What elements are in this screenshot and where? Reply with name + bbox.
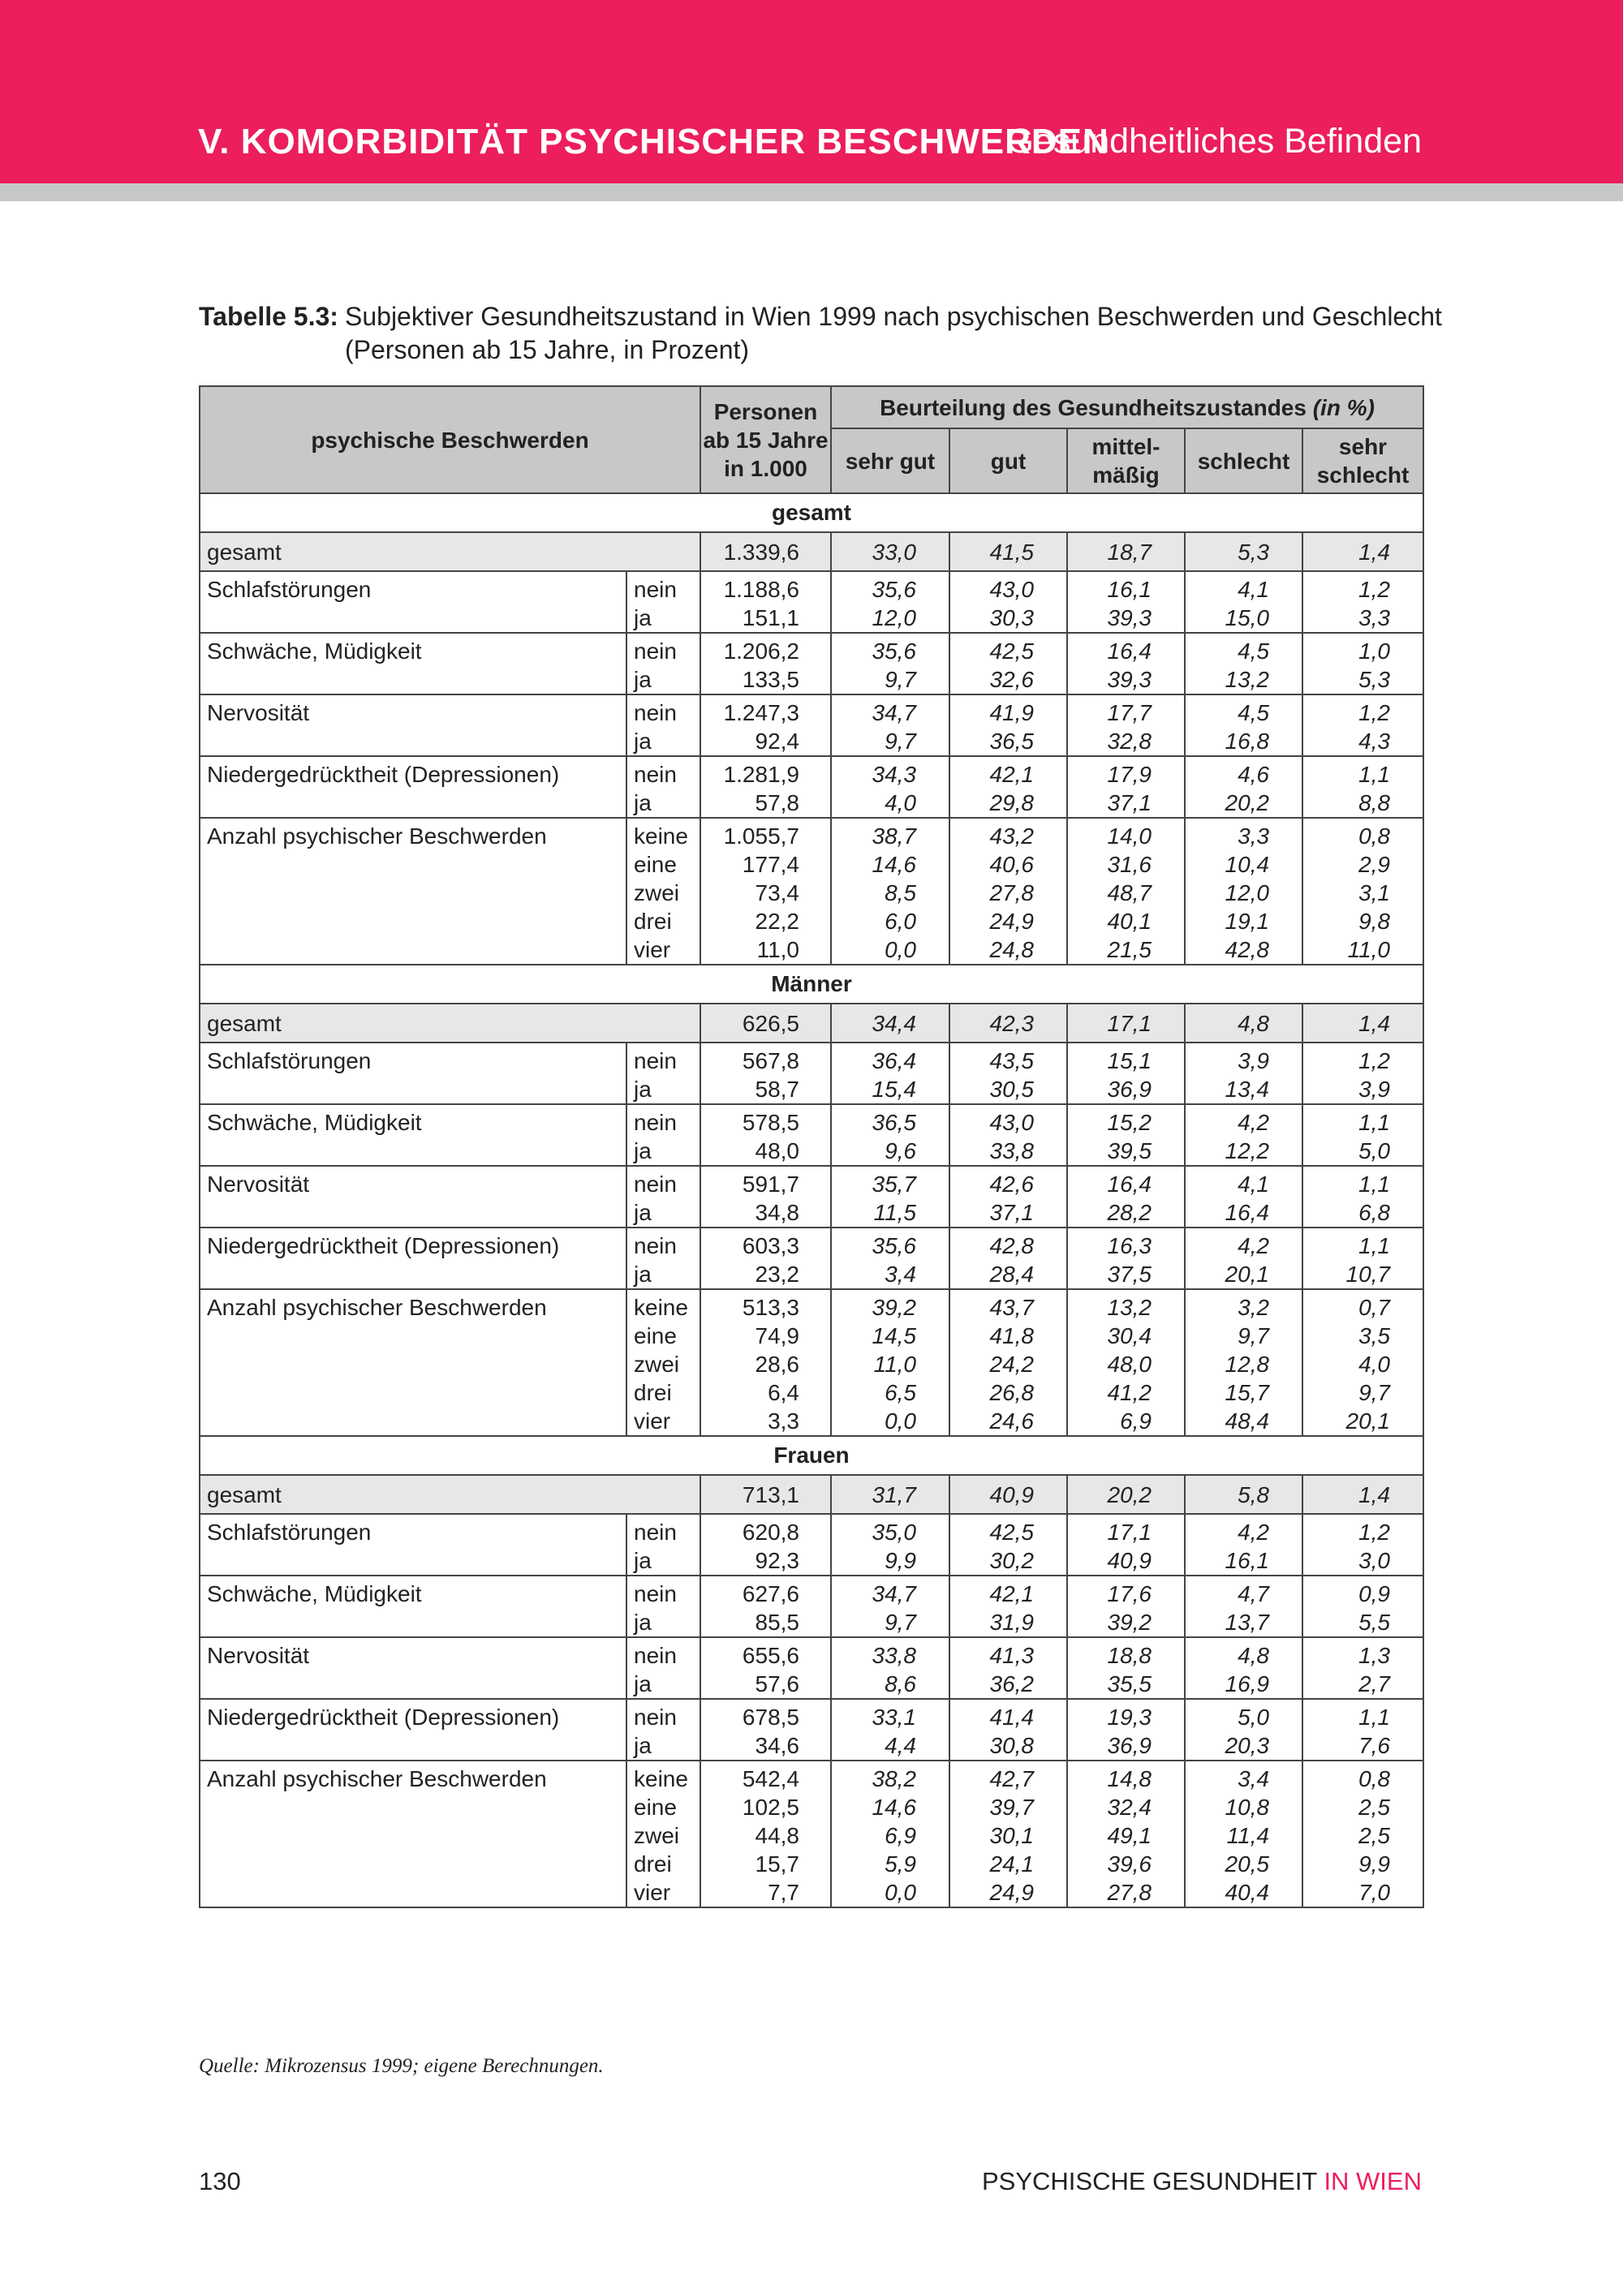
category-cell: nein ja [626,571,700,633]
percent-cell: 4,1 15,0 [1185,571,1302,633]
percent-cell: 35,0 9,9 [831,1514,949,1576]
percent-cell: 3,9 13,4 [1185,1043,1302,1104]
percent-cell: 1,4 [1302,1004,1423,1043]
percent-cell: 4,2 16,1 [1185,1514,1302,1576]
percent-cell: 1,2 3,3 [1302,571,1423,633]
count-cell: 1.339,6 [700,532,831,571]
percent-cell: 42,8 28,4 [949,1228,1067,1289]
table-row [200,1166,1423,1228]
source-note: Quelle: Mikrozensus 1999; eigene Berechnungen. [199,2055,604,2077]
percent-cell: 5,0 20,3 [1185,1699,1302,1761]
caption-line-1: Subjektiver Gesundheitszustand in Wien 1999 nach psychischen Beschwerden und Geschlecht [345,302,1442,331]
percent-cell: 42,1 29,8 [949,756,1067,818]
row-label: Schlafstörungen [200,1043,626,1104]
total-row [200,532,1423,571]
row-label: Schwäche, Müdigkeit [200,1576,626,1637]
chapter-title: V. KOMORBIDITÄT PSYCHISCHER BESCHWERDEN [198,122,1109,161]
percent-cell: 43,5 30,5 [949,1043,1067,1104]
percent-cell: 16,3 37,5 [1067,1228,1185,1289]
percent-cell: 42,6 37,1 [949,1166,1067,1228]
caption-line-2: (Personen ab 15 Jahre, in Prozent) [345,335,750,364]
percent-cell: 4,5 16,8 [1185,694,1302,756]
percent-cell: 18,7 [1067,532,1185,571]
category-cell: keine eine zwei drei vier [626,1289,700,1436]
percent-cell: 43,2 40,6 27,8 24,9 24,8 [949,818,1067,965]
category-cell: nein ja [626,1166,700,1228]
percent-cell: 35,6 12,0 [831,571,949,633]
table-row [200,1514,1423,1576]
percent-cell: 17,9 37,1 [1067,756,1185,818]
count-cell: 1.206,2 133,5 [700,633,831,694]
percent-cell: 42,7 39,7 30,1 24,1 24,9 [949,1761,1067,1907]
section-title: Frauen [200,1436,1423,1475]
percent-cell: 20,2 [1067,1475,1185,1514]
percent-cell: 41,5 [949,532,1067,571]
col-header-beurteilung: Beurteilung des Gesundheitszustandes (in %) [831,386,1423,428]
percent-cell: 14,8 32,4 49,1 39,6 27,8 [1067,1761,1185,1907]
category-cell: nein ja [626,1043,700,1104]
percent-cell: 42,1 31,9 [949,1576,1067,1637]
percent-cell: 36,5 9,6 [831,1104,949,1166]
percent-cell: 1,3 2,7 [1302,1637,1423,1699]
row-label: Nervosität [200,1637,626,1699]
percent-cell: 31,7 [831,1475,949,1514]
percent-cell: 41,3 36,2 [949,1637,1067,1699]
percent-cell: 42,5 32,6 [949,633,1067,694]
category-cell: nein ja [626,1514,700,1576]
percent-cell: 16,4 28,2 [1067,1166,1185,1228]
percent-cell: 34,7 9,7 [831,1576,949,1637]
count-cell: 578,5 48,0 [700,1104,831,1166]
count-cell: 620,8 92,3 [700,1514,831,1576]
count-cell: 591,7 34,8 [700,1166,831,1228]
percent-cell: 14,0 31,6 48,7 40,1 21,5 [1067,818,1185,965]
category-cell: keine eine zwei drei vier [626,818,700,965]
percent-cell: 42,3 [949,1004,1067,1043]
category-cell: nein ja [626,633,700,694]
percent-cell: 16,1 39,3 [1067,571,1185,633]
table-row [200,1637,1423,1699]
count-cell: 567,8 58,7 [700,1043,831,1104]
percent-cell: 19,3 36,9 [1067,1699,1185,1761]
table-body [200,493,1423,1907]
table-row [200,694,1423,756]
col-header-beschwerden: psychische Beschwerden [200,386,700,493]
row-label: Anzahl psychischer Beschwerden [200,1289,626,1436]
table-row [200,1228,1423,1289]
percent-cell: 35,6 9,7 [831,633,949,694]
count-cell: 1.281,9 57,8 [700,756,831,818]
percent-cell: 4,6 20,2 [1185,756,1302,818]
row-label: Niedergedrücktheit (Depressionen) [200,1228,626,1289]
percent-cell: 1,4 [1302,532,1423,571]
row-label: Nervosität [200,694,626,756]
percent-cell: 16,4 39,3 [1067,633,1185,694]
table-row [200,571,1423,633]
percent-cell: 33,0 [831,532,949,571]
percent-cell: 34,7 9,7 [831,694,949,756]
percent-cell: 38,2 14,6 6,9 5,9 0,0 [831,1761,949,1907]
percent-cell: 43,7 41,8 24,2 26,8 24,6 [949,1289,1067,1436]
table-row [200,756,1423,818]
percent-cell: 34,4 [831,1004,949,1043]
percent-cell: 1,2 4,3 [1302,694,1423,756]
col-header-sehr-gut: sehr gut [831,428,949,493]
percent-cell: 0,8 2,9 3,1 9,8 11,0 [1302,818,1423,965]
section-row [200,965,1423,1004]
row-label: Schwäche, Müdigkeit [200,1104,626,1166]
percent-cell: 33,8 8,6 [831,1637,949,1699]
count-cell: 513,3 74,9 28,6 6,4 3,3 [700,1289,831,1436]
percent-cell: 17,6 39,2 [1067,1576,1185,1637]
row-label: Schlafstörungen [200,1514,626,1576]
col-header-gut: gut [949,428,1067,493]
percent-cell: 5,3 [1185,532,1302,571]
count-cell: 603,3 23,2 [700,1228,831,1289]
count-cell: 1.055,7 177,4 73,4 22,2 11,0 [700,818,831,965]
caption-label: Tabelle 5.3: [199,302,338,331]
row-label: Niedergedrücktheit (Depressionen) [200,1699,626,1761]
percent-cell: 1,0 5,3 [1302,633,1423,694]
percent-cell: 38,7 14,6 8,5 6,0 0,0 [831,818,949,965]
percent-cell: 4,1 16,4 [1185,1166,1302,1228]
col-header-personen: Personen ab 15 Jahre in 1.000 [700,386,831,493]
page-number: 130 [199,2167,241,2195]
table-row [200,1104,1423,1166]
row-label: Schlafstörungen [200,571,626,633]
count-cell: 713,1 [700,1475,831,1514]
percent-cell: 0,7 3,5 4,0 9,7 20,1 [1302,1289,1423,1436]
percent-cell: 41,9 36,5 [949,694,1067,756]
row-label: gesamt [200,1004,700,1043]
table-row [200,1289,1423,1436]
percent-cell: 15,1 36,9 [1067,1043,1185,1104]
health-status-table [199,385,1424,1908]
category-cell: nein ja [626,1699,700,1761]
percent-cell: 4,2 20,1 [1185,1228,1302,1289]
row-label: Niedergedrücktheit (Depressionen) [200,756,626,818]
section-title: Männer [200,965,1423,1004]
percent-cell: 34,3 4,0 [831,756,949,818]
count-cell: 1.188,6 151,1 [700,571,831,633]
table-row [200,1576,1423,1637]
percent-cell: 39,2 14,5 11,0 6,5 0,0 [831,1289,949,1436]
percent-cell: 17,1 [1067,1004,1185,1043]
percent-cell: 35,6 3,4 [831,1228,949,1289]
table-row [200,1043,1423,1104]
col-header-mittelmaessig: mittel- mäßig [1067,428,1185,493]
header-stripe [0,183,1623,201]
percent-cell: 0,8 2,5 2,5 9,9 7,0 [1302,1761,1423,1907]
table-row [200,818,1423,965]
total-row [200,1475,1423,1514]
percent-cell: 15,2 39,5 [1067,1104,1185,1166]
row-label: gesamt [200,532,700,571]
percent-cell: 43,0 30,3 [949,571,1067,633]
percent-cell: 1,1 10,7 [1302,1228,1423,1289]
category-cell: keine eine zwei drei vier [626,1761,700,1907]
row-label: Anzahl psychischer Beschwerden [200,818,626,965]
percent-cell: 40,9 [949,1475,1067,1514]
count-cell: 542,4 102,5 44,8 15,7 7,7 [700,1761,831,1907]
category-cell: nein ja [626,1104,700,1166]
percent-cell: 1,1 5,0 [1302,1104,1423,1166]
running-footer: PSYCHISCHE GESUNDHEIT IN WIEN [981,2167,1422,2195]
row-label: Nervosität [200,1166,626,1228]
percent-cell: 33,1 4,4 [831,1699,949,1761]
percent-cell: 4,8 16,9 [1185,1637,1302,1699]
row-label: Anzahl psychischer Beschwerden [200,1761,626,1907]
section-title: Gesundheitliches Befinden [1006,122,1422,161]
percent-cell: 43,0 33,8 [949,1104,1067,1166]
percent-cell: 5,8 [1185,1475,1302,1514]
percent-cell: 13,2 30,4 48,0 41,2 6,9 [1067,1289,1185,1436]
category-cell: nein ja [626,694,700,756]
col-header-schlecht: schlecht [1185,428,1302,493]
total-row [200,1004,1423,1043]
percent-cell: 1,1 6,8 [1302,1166,1423,1228]
row-label: gesamt [200,1475,700,1514]
percent-cell: 18,8 35,5 [1067,1637,1185,1699]
count-cell: 655,6 57,6 [700,1637,831,1699]
percent-cell: 17,7 32,8 [1067,694,1185,756]
count-cell: 678,5 34,6 [700,1699,831,1761]
section-title: gesamt [200,493,1423,532]
row-label: Schwäche, Müdigkeit [200,633,626,694]
percent-cell: 3,3 10,4 12,0 19,1 42,8 [1185,818,1302,965]
percent-cell: 36,4 15,4 [831,1043,949,1104]
percent-cell: 42,5 30,2 [949,1514,1067,1576]
category-cell: nein ja [626,1228,700,1289]
percent-cell: 41,4 30,8 [949,1699,1067,1761]
count-cell: 627,6 85,5 [700,1576,831,1637]
percent-cell: 17,1 40,9 [1067,1514,1185,1576]
percent-cell: 3,4 10,8 11,4 20,5 40,4 [1185,1761,1302,1907]
percent-cell: 1,2 3,9 [1302,1043,1423,1104]
category-cell: nein ja [626,756,700,818]
table-caption [199,300,1442,367]
count-cell: 1.247,3 92,4 [700,694,831,756]
section-row [200,493,1423,532]
percent-cell: 35,7 11,5 [831,1166,949,1228]
percent-cell: 0,9 5,5 [1302,1576,1423,1637]
section-row [200,1436,1423,1475]
count-cell: 626,5 [700,1004,831,1043]
category-cell: nein ja [626,1637,700,1699]
percent-cell: 1,2 3,0 [1302,1514,1423,1576]
table-row [200,633,1423,694]
percent-cell: 3,2 9,7 12,8 15,7 48,4 [1185,1289,1302,1436]
table-row [200,1699,1423,1761]
percent-cell: 1,1 8,8 [1302,756,1423,818]
percent-cell: 1,1 7,6 [1302,1699,1423,1761]
category-cell: nein ja [626,1576,700,1637]
col-header-sehr-schlecht: sehr schlecht [1302,428,1423,493]
percent-cell: 4,8 [1185,1004,1302,1043]
table-row [200,1761,1423,1907]
percent-cell: 4,2 12,2 [1185,1104,1302,1166]
percent-cell: 4,7 13,7 [1185,1576,1302,1637]
percent-cell: 1,4 [1302,1475,1423,1514]
percent-cell: 4,5 13,2 [1185,633,1302,694]
